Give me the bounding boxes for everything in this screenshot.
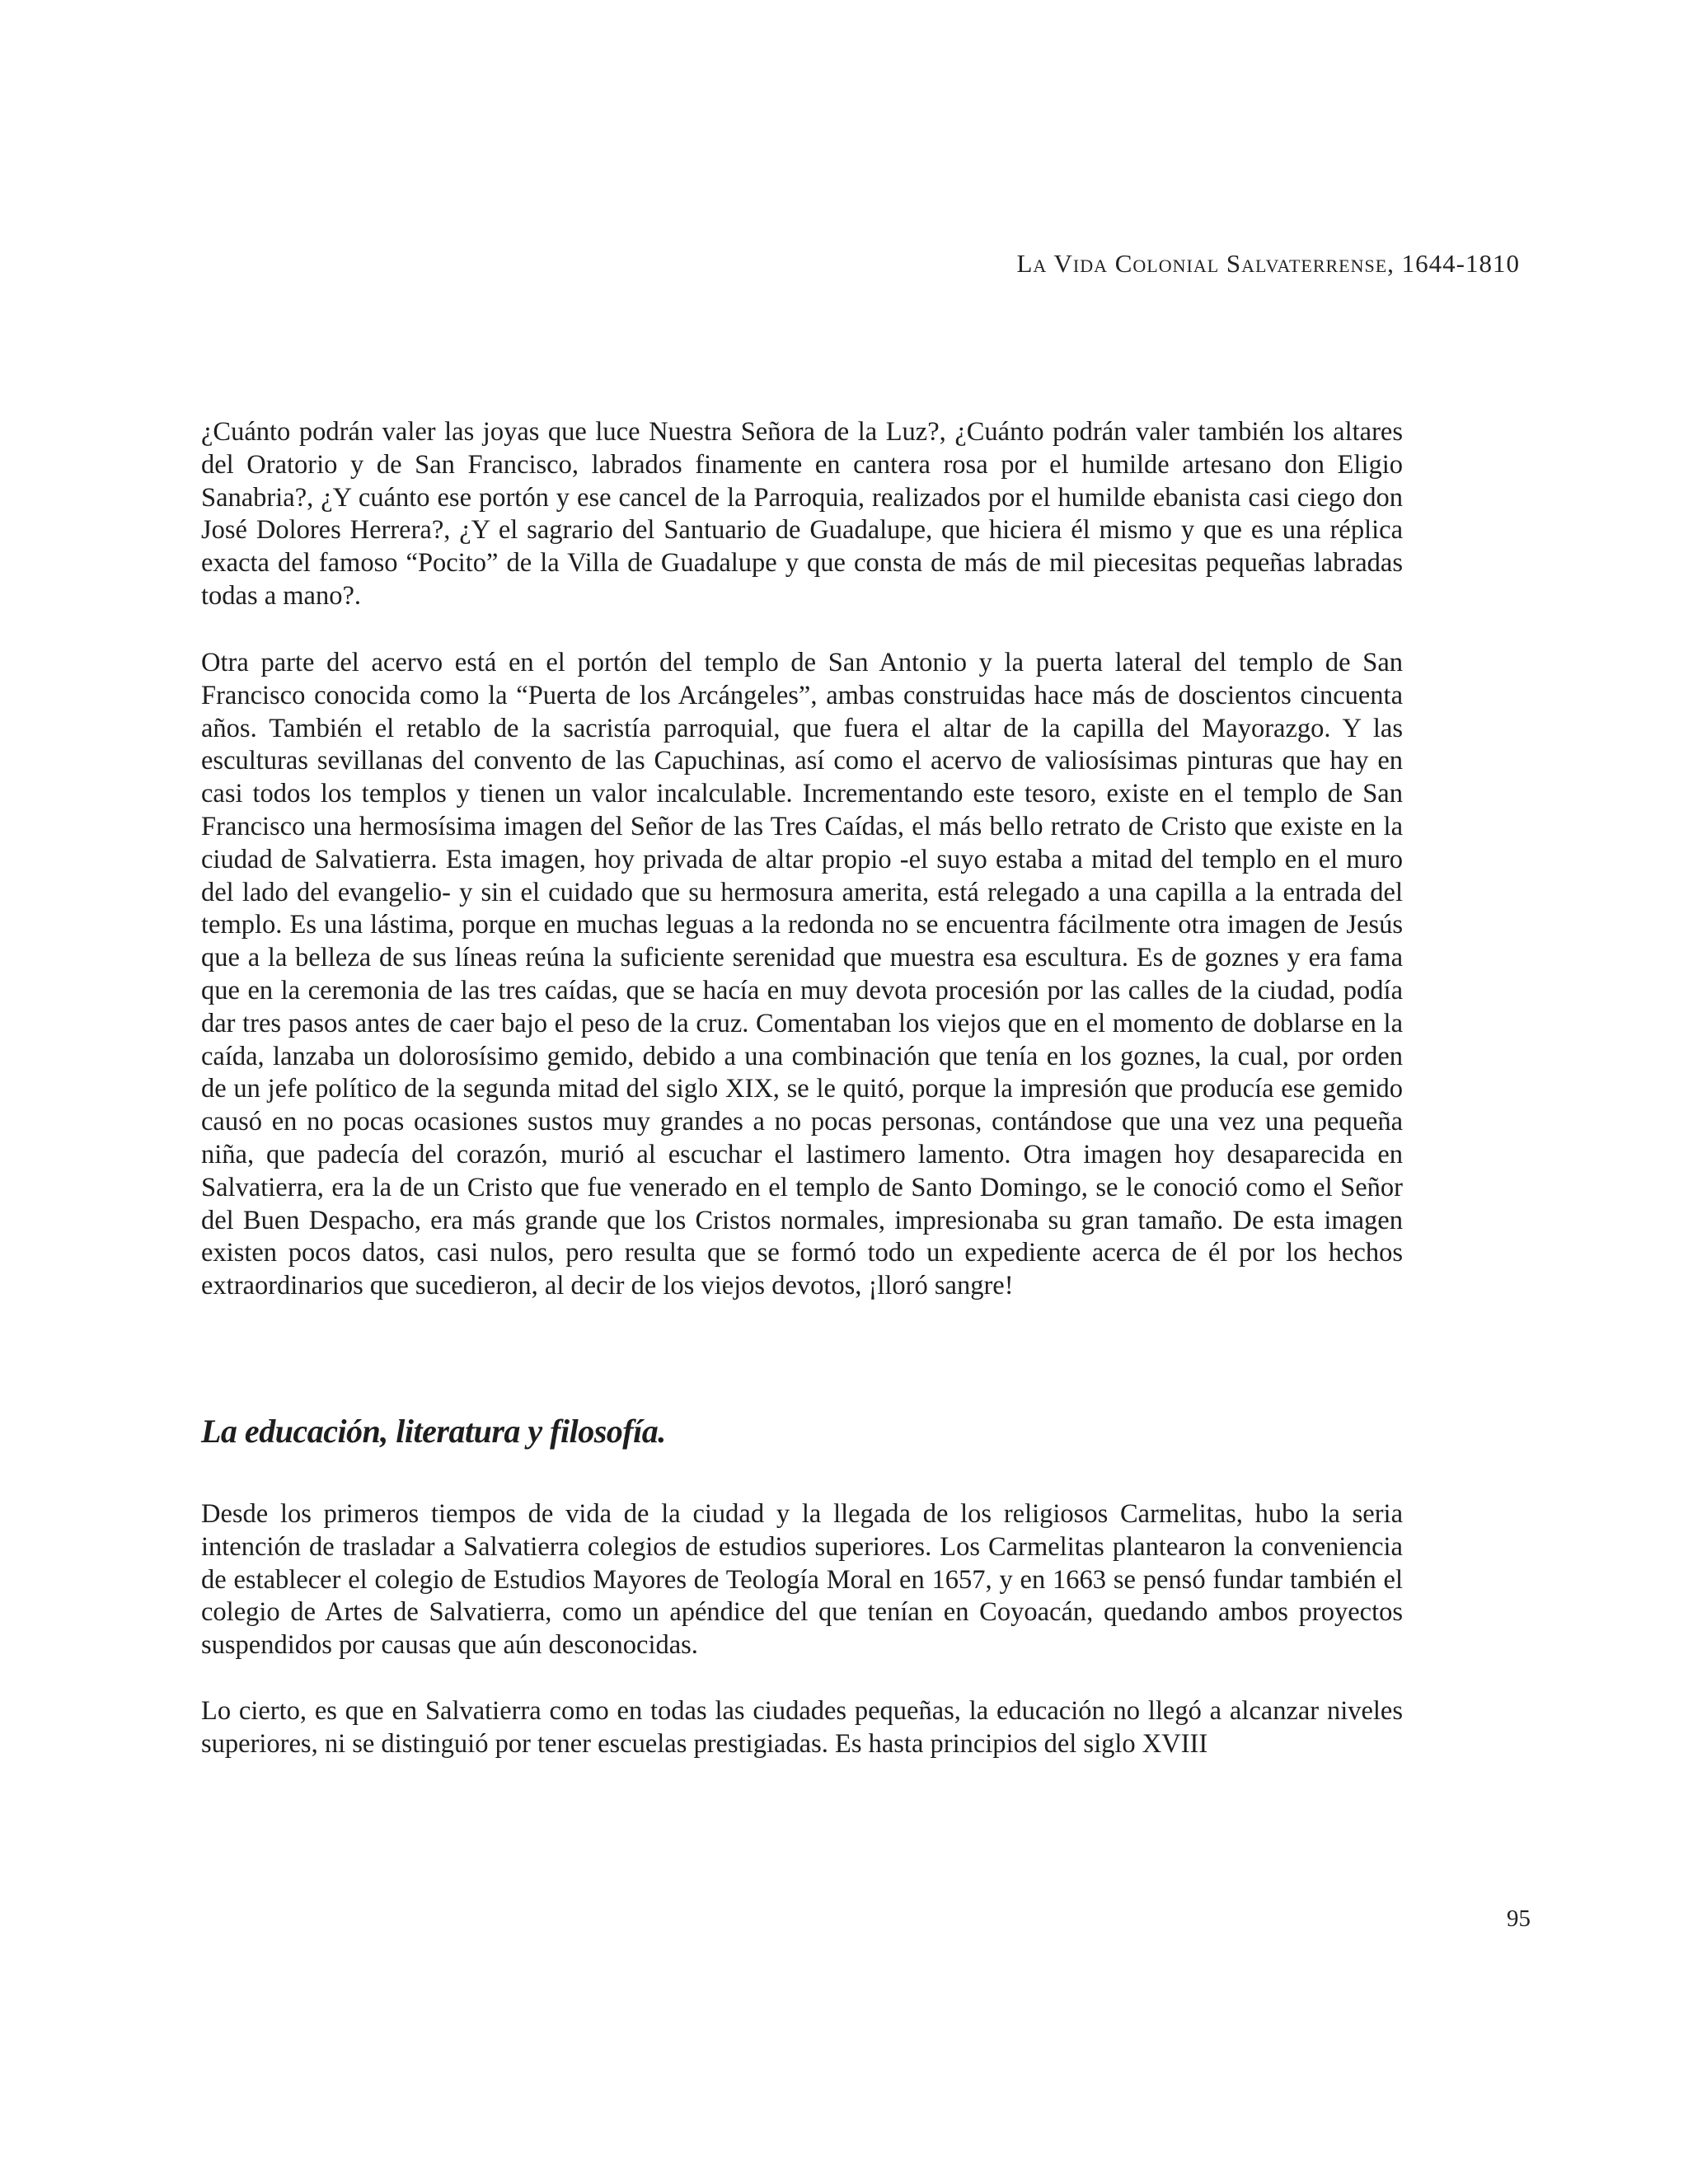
body-paragraph — [201, 1695, 1403, 1761]
paragraph-text: Otra parte del acervo está en el portón del templo de San Antonio y la puerta lateral del templo de San Francisco conocida como la “Puerta de los Arcángeles”, ambas construidas hace más de doscientos cincuenta años. También el retablo de la sacristía parroquial, que fuera el altar de la capilla del Mayorazgo. Y las esculturas sevillanas del convento de las Capuchinas, así como el acervo de valiosísimas pinturas que hay en casi todos los templos y tienen un valor incalculable. Incrementando este tesoro, existe en el templo de San Francisco una hermosísima imagen del Señor de las Tres Caídas, el más bello retrato de Cristo que existe en la ciudad de Salvatierra. Esta imagen, hoy privada de altar propio -el suyo estaba a mitad del templo en el muro del lado del evangelio- y sin el cuidado que su hermosura amerita, está relegado a una capilla a la entrada del templo. Es una lástima, porque en muchas leguas a la redonda no se encuentra fácilmente otra imagen de Jesús que a la belleza de sus líneas reúna la suficiente serenidad que muestra esa escultura. Es de goznes y era fama que en la ceremonia de las tres caídas, que se hacía en muy devota procesión por las calles de la ciudad, podía dar tres pasos antes de caer bajo el peso de la cruz. Comentaban los viejos que en el momento de doblarse en la caída, lanzaba un dolorosísimo gemido, debido a una combinación que tenía en los goznes, la cual, por orden de un jefe político de la segunda mitad del siglo XIX, se le quitó, porque la impresión que producía ese gemido causó en no pocas ocasiones sustos muy grandes a no pocas personas, contándose que una vez una pequeña niña, que padecía del corazón, murió al escuchar el lastimero lamento. Otra imagen hoy desaparecida en Salvatierra, era la de un Cristo que fue venerado en el templo de Santo Domingo, se le conoció como el Señor del Buen Despacho, era más grande que los Cristos normales, impresionaba su gran tamaño. De esta imagen existen pocos datos, casi nulos, pero resulta que se formó todo un expediente acerca de él por los hechos extraordinarios que sucedieron, al decir de los viejos devotos, ¡lloró sangre! — [201, 648, 1403, 1301]
paragraph-text: ¿Cuánto podrán valer las joyas que luce Nuestra Señora de la Luz?, ¿Cuánto podrán valer también los altares del Oratorio y de San Francisco, labrados finamente en cantera rosa por el humilde artesano don Eligio Sanabria?, ¿Y cuánto ese portón y ese cancel de la Parroquia, realizados por el humilde ebanista casi ciego don José Dolores Herrera?, ¿Y el sagrario del Santuario de Guadalupe, que hiciera él mismo y que es una réplica exacta del famoso “Pocito” de la Villa de Guadalupe y que consta de más de mil piecesitas pequeñas labradas todas a mano?. — [201, 417, 1403, 611]
body-paragraph — [201, 647, 1403, 1303]
paragraph-text: Desde los primeros tiempos de vida de la ciudad y la llegada de los religiosos Carmelitas, hubo la seria intención de trasladar a Salvatierra colegios de estudios superiores. Los Carmelitas plantearon la conveniencia de establecer el colegio de Estudios Mayores de Teología Moral en 1657, y en 1663 se pensó fundar también el colegio de Artes de Salvatierra, como un apéndice del que tenían en Coyoacán, quedando ambos proyectos suspendidos por causas que aún desconocidas. — [201, 1499, 1403, 1661]
paragraph-text: Lo cierto, es que en Salvatierra como en todas las ciudades pequeñas, la educación no llegó a alcanzar niveles superiores, ni se distinguió por tener escuelas prestigiadas. Es hasta principios del siglo XVIII — [201, 1696, 1403, 1759]
body-paragraph — [201, 416, 1403, 613]
page-number: 95 — [1507, 1905, 1531, 1932]
running-header: La Vida Colonial Salvaterrense, 1644-1810 — [1016, 249, 1520, 278]
section-heading: La educación, literatura y filosofía. — [201, 1413, 666, 1450]
body-paragraph — [201, 1498, 1403, 1662]
